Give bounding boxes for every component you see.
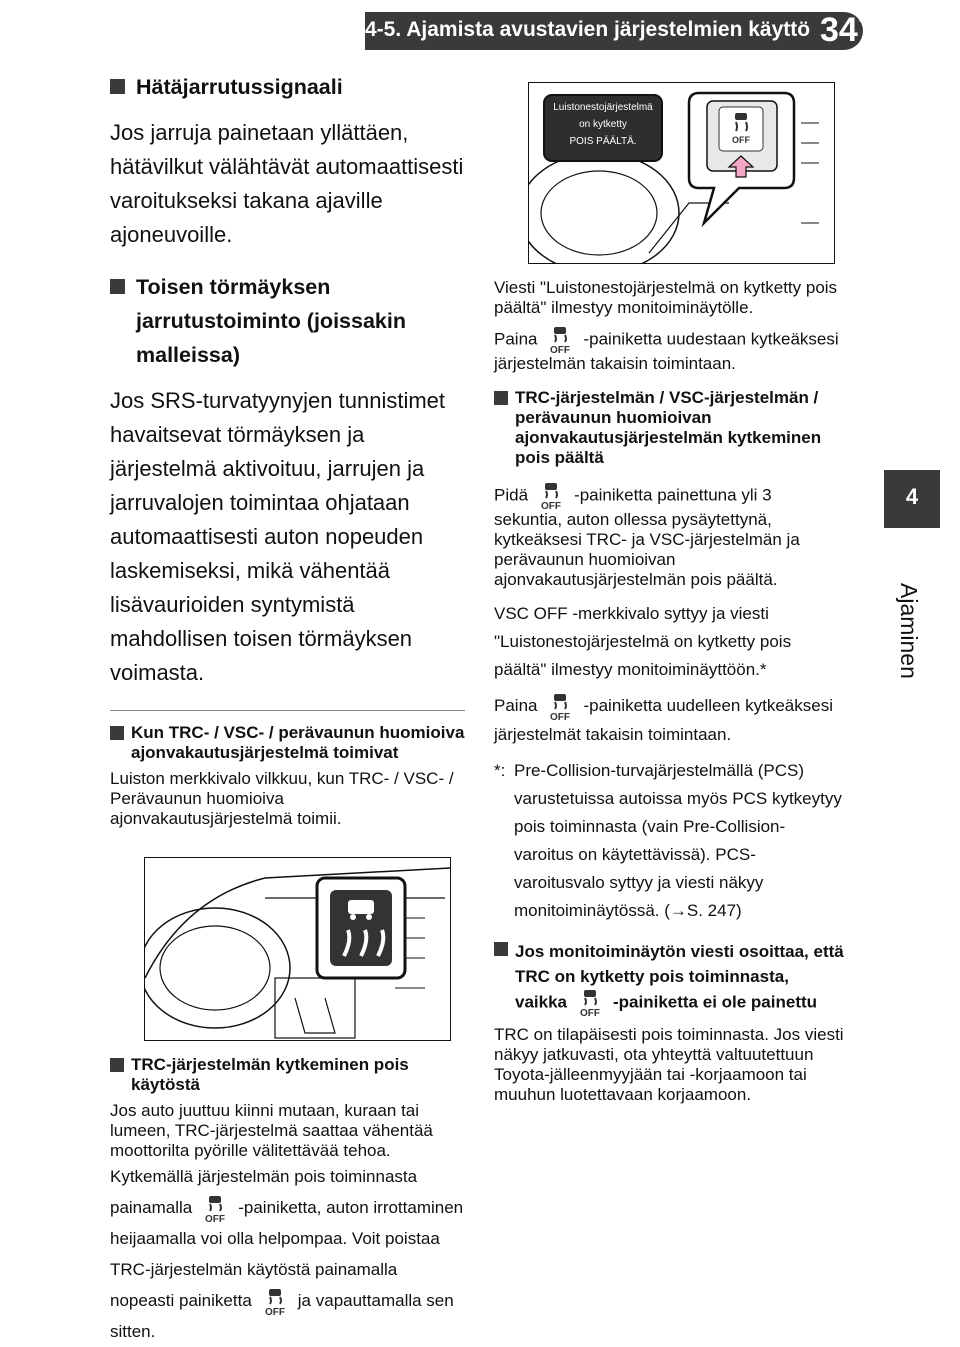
svg-text:OFF: OFF	[541, 501, 562, 510]
paragraph-hold-button	[494, 482, 844, 590]
section-title: 4-5. Ajamista avustavien järjestelmien käyttö	[365, 18, 811, 41]
text-segment: -painiketta uudestaan kytkeäksesi järjestelmän takaisin toimintaan.	[494, 329, 839, 373]
right-column	[494, 82, 844, 1105]
paragraph-secondary-collision-brake: Jos SRS-turvatyynyjen tunnistimet havaitsevat törmäyksen ja järjestelmä aktivoituu, jarrujen ja jarruvalojen toimintaa ohjataan automaattisesti auton nopeuden laskemiseksi, mikä vähentää lisävaurioiden syntymistä mahdollisen toisen törmäyksen voimasta.	[110, 388, 446, 685]
text-segment: ja vapauttamalla sen sitten.	[110, 1291, 454, 1341]
heading-disable-all: TRC-järjestelmän / VSC-järjestelmän / perävaunun huomioivan ajonvakautusjärjestelmän kytkeminen pois päältä	[494, 388, 844, 468]
paragraph-message-shown: Viesti "Luistonestojärjestelmä on kytketty pois päältä" ilmestyy monitoiminäytölle.	[494, 278, 838, 317]
slip-indicator-icon	[330, 890, 392, 966]
heading-secondary-collision-brake: Toisen törmäyksen jarrutustoiminto (joissakin malleissa)	[110, 270, 465, 372]
heading-emergency-brake-signal: Hätäjarrutussignaali	[110, 70, 465, 104]
multi-info-display-message	[544, 99, 662, 150]
svg-text:OFF: OFF	[550, 345, 571, 354]
paragraph-trc-vsc-operating: Luiston merkkivalo vilkkuu, kun TRC- / VSC- / Perävaunun huomioiva ajonvakautusjärjestelmä toimii.	[110, 769, 454, 828]
display-message-line: POIS PÄÄLTÄ.	[569, 136, 637, 147]
paragraph-press-again-2	[494, 692, 844, 749]
vsc-off-button-icon	[258, 1288, 292, 1316]
chapter-number: 4	[905, 484, 919, 509]
vsc-off-button-icon	[543, 693, 577, 721]
page-number: 347	[820, 11, 877, 49]
section-divider	[110, 710, 465, 711]
paragraph-temporary-off: TRC on tilapäisesti pois toiminnasta. Jos viesti näkyy jatkuvasti, ota yhteyttä valtuutettuun Toyota-jälleenmyyjään tai -korjaamoon tai muuhun luotettavaan korjaamoon.	[494, 1024, 844, 1104]
text-segment: -painiketta ei ole painettu	[613, 992, 818, 1011]
paragraph-vsc-off-indicator: VSC OFF -merkkivalo syttyy ja viesti "Luistonestojärjestelmä on kytketty pois päältä" ilmestyy monitoiminäyttöön.*	[494, 604, 792, 679]
left-column	[110, 70, 465, 1347]
footnote	[494, 757, 844, 925]
paragraph-press-again	[494, 326, 844, 374]
vsc-off-switch-figure	[528, 82, 835, 264]
text-segment: -painiketta painettuna yli 3 sekuntia, auton ollessa pysäytettynä, kytkeäksesi TRC- ja VSC-järjestelmän ja perävaunun huomioivan ajonvakautusjärjestelmän pois päältä.	[494, 485, 800, 589]
text-segment: Pidä	[494, 485, 529, 505]
text-segment: Kytkemällä järjestelmän pois toiminnasta painamalla	[110, 1167, 418, 1217]
svg-text:OFF: OFF	[264, 1306, 285, 1316]
vsc-off-button-icon	[534, 482, 568, 510]
heading-unexpected-message	[494, 939, 844, 1017]
vsc-off-button-icon	[198, 1195, 232, 1223]
text-segment: Paina	[494, 329, 538, 349]
text-segment: -painiketta uudelleen kytkeäksesi järjestelmät takaisin toimintaan.	[494, 696, 833, 744]
page-header	[0, 0, 960, 62]
svg-text:OFF: OFF	[550, 711, 571, 721]
chapter-tab	[884, 470, 940, 528]
paragraph-emergency-brake-signal: Jos jarruja painetaan yllättäen, hätävilkut välähtävät automaattisesti varoitukseksi takana ajaville ajoneuvoille.	[110, 120, 464, 247]
display-message-line: Luistonestojärjestelmä	[553, 102, 653, 113]
chapter-label: Ajaminen	[896, 583, 922, 679]
heading-trc-disable: TRC-järjestelmän kytkeminen pois käytöstä	[110, 1055, 465, 1095]
dashboard-illustration	[145, 858, 450, 1040]
text-segment: Paina	[494, 696, 538, 715]
svg-text:OFF: OFF	[580, 1007, 600, 1017]
display-message-line: on kytketty	[579, 119, 627, 130]
text-segment: Jos monitoiminäytön viesti osoittaa, että TRC on kytketty pois toiminnasta, vaikka	[515, 941, 844, 1011]
slip-indicator-figure	[144, 857, 451, 1041]
vsc-off-button-icon	[573, 989, 607, 1017]
svg-text:OFF: OFF	[205, 1213, 226, 1223]
text-segment: -painiketta, auton irrottaminen heijaamalla voi olla helpompaa. Voit poistaa TRC-järjestelmän käytöstä painamalla nopeasti painiketta	[110, 1198, 464, 1310]
footnote-mark: *:	[494, 760, 506, 780]
footnote-text: Pre-Collision-turvajärjestelmällä (PCS) varustetuissa autoissa myös PCS kytkeytyy pois toiminnasta (vain Pre-Collision-varoitus on käytettävissä). PCS-varoitusvalo syttyy ja viesti näkyy monitoiminäytössä. (→S. 247)	[514, 760, 842, 920]
vsc-off-button-icon	[543, 326, 577, 354]
paragraph-trc-disable-b	[110, 1161, 465, 1347]
heading-trc-vsc-operating: Kun TRC- / VSC- / perävaunun huomioiva ajonvakautusjärjestelmä toimivat	[110, 723, 465, 763]
switch-off-label: OFF	[732, 135, 750, 145]
paragraph-trc-disable-a: Jos auto juuttuu kiinni mutaan, kuraan tai lumeen, TRC-järjestelmä saattaa vähentää moottorilta pyörille välitettävää tehoa.	[110, 1101, 433, 1160]
